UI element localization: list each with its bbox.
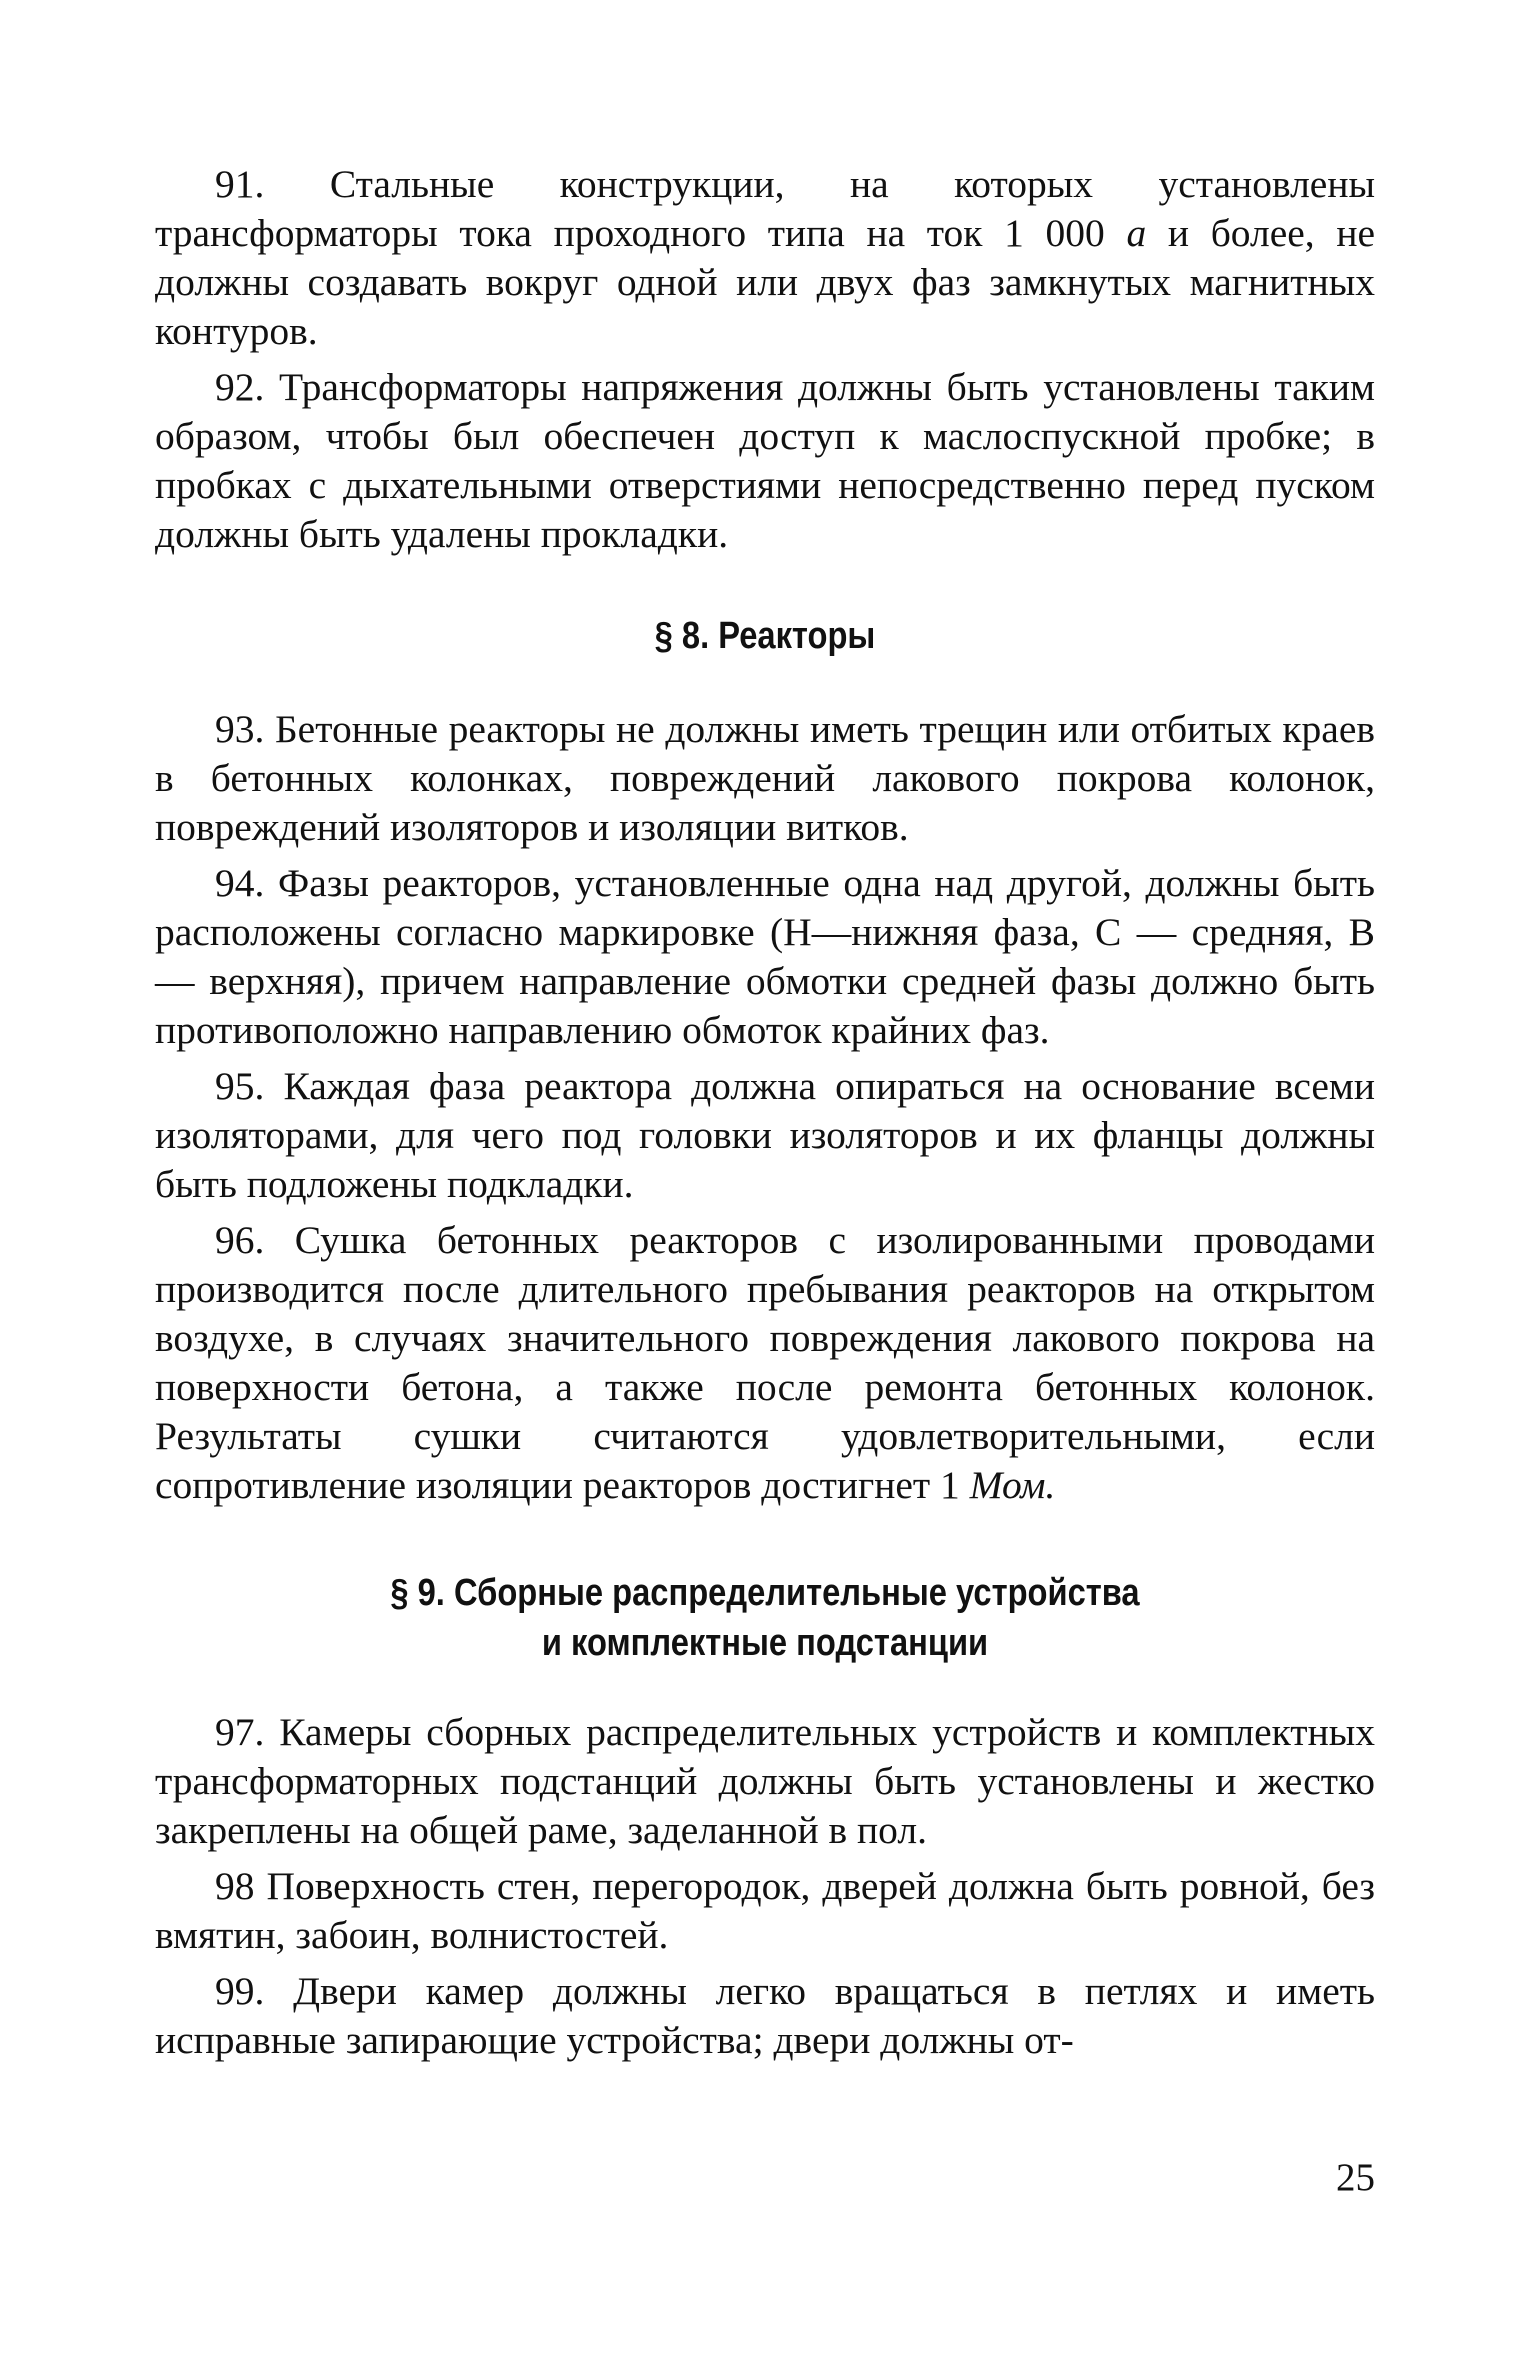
section-9-heading	[240, 1568, 1289, 1668]
document-page	[155, 160, 1375, 2065]
section-9-title-line-2: и комплектные подстанции	[541, 1622, 989, 1664]
paragraph-92: 92. Трансформаторы напряжения должны быть установлены таким образом, чтобы был обеспечен доступ к маслоспускной пробке; в пробках с дыхательными отверстиями непосредственно перед пуском должны быть удалены прокладки.	[155, 365, 1375, 556]
paragraph-91	[155, 160, 1375, 356]
paragraph-94: 94. Фазы реакторов, установленные одна над другой, должны быть расположены согласно маркировке (Н—нижняя фаза, С — средняя, В — верхняя), причем направление обмотки средней фазы должно быть противоположно направлению обмоток крайних фаз.	[155, 861, 1375, 1052]
paragraph-91-rest: и более, не должны создавать вокруг одной или двух фаз замкнутых магнитных контуров.	[155, 211, 1375, 353]
paragraph-96-unit: Мом.	[969, 1463, 1056, 1507]
page-number: 25	[1336, 2156, 1375, 2199]
paragraph-93: 93. Бетонные реакторы не должны иметь трещин или отбитых краев в бетонных колонках, повреждений лакового покрова колонок, повреждений изоляторов и изоляции витков.	[155, 707, 1375, 849]
section-8-title: § 8. Реакторы	[654, 615, 876, 657]
paragraph-91-text: 91. Стальные конструкции, на которых установлены трансформаторы тока проходного типа на ток 1 000	[155, 162, 1375, 255]
paragraph-97: 97. Камеры сборных распределительных устройств и комплектных трансформаторных подстанций должны быть установлены и жестко закреплены на общей раме, заделанной в пол.	[155, 1710, 1375, 1852]
section-9-title-line-1: § 9. Сборные распределительные устройства	[390, 1572, 1140, 1614]
paragraph-99: 99. Двери камер должны легко вращаться в петлях и иметь исправные запирающие устройства; двери должны от-	[155, 1969, 1375, 2062]
paragraph-96-text: 96. Сушка бетонных реакторов с изолированными проводами производится после длительного пребывания реакторов на открытом воздухе, в случаях значительного повреждения лакового покрова на поверхности бетона, а также после ремонта бетонных колонок. Результаты сушки считаются удовлетворительными, если сопротивление изоляции реакторов достигнет 1	[155, 1218, 1375, 1507]
paragraph-91-unit: а	[1126, 211, 1147, 255]
section-8-heading	[240, 611, 1289, 661]
paragraph-98: 98 Поверхность стен, перегородок, дверей должна быть ровной, без вмятин, забоин, волнистостей.	[155, 1864, 1375, 1957]
paragraph-96	[155, 1216, 1375, 1510]
paragraph-95: 95. Каждая фаза реактора должна опираться на основание всеми изоляторами, для чего под головки изоляторов и их фланцы должны быть подложены подкладки.	[155, 1064, 1375, 1206]
